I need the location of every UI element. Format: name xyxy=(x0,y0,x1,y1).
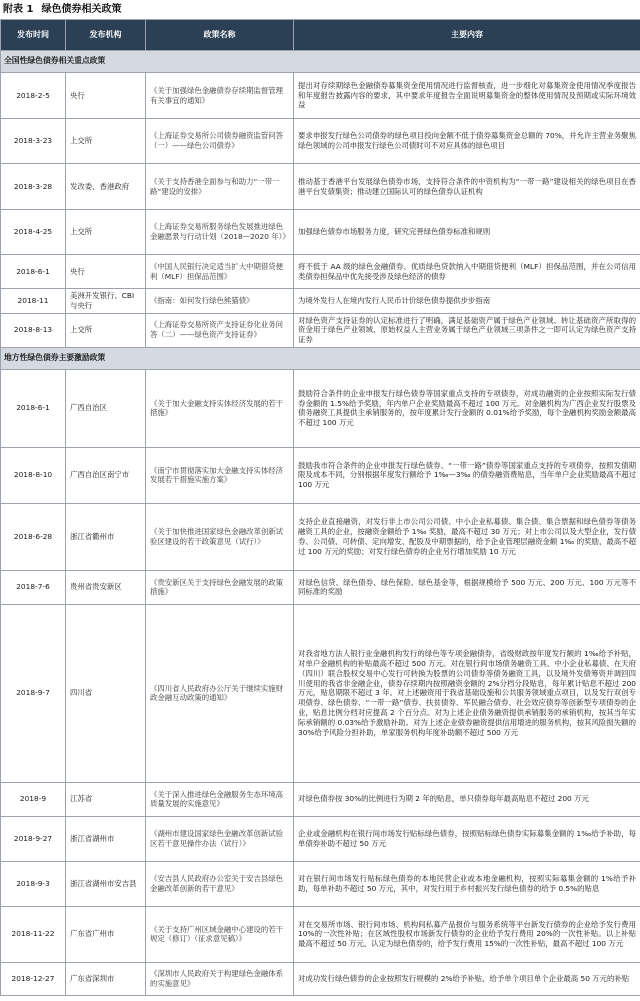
table-title: 绿色债券相关政策 xyxy=(41,4,122,15)
table-body xyxy=(1,51,640,996)
org-cell: 广东省深圳市 xyxy=(66,962,146,995)
table-header xyxy=(1,20,640,51)
header-policy: 政策名称 xyxy=(146,20,294,51)
date-cell: 2018-11 xyxy=(1,289,66,314)
table-row xyxy=(1,255,640,289)
content-cell: 为境外发行人在境内发行人民币计价绿色债券提供步步指南 xyxy=(294,289,640,314)
content-cell: 提出对存续期绿色金融债券募集资金使用情况进行监督核查，进一步细化对募集资金使用情况季度报告和年度报告披露内容的要求，其中要求年度报告全面说明募集资金的整体使用情况及预期或实际环境效益 xyxy=(294,73,640,119)
org-cell: 央行 xyxy=(66,255,146,289)
policy-cell: 《关于深入推进绿色金融服务生态环境高质量发展的实施意见》 xyxy=(146,782,294,816)
table-row xyxy=(1,570,640,604)
policy-cell: 《关于支持广州区域金融中心建设的若干规定（修订）（征求意见稿）》 xyxy=(146,906,294,962)
policy-cell: 《湖州市建设国家绿色金融改革创新试验区若干意见操作办法（试行）》 xyxy=(146,816,294,861)
org-cell: 广东省广州市 xyxy=(66,906,146,962)
policy-cell: 《关于加快推进国家绿色金融改革创新试验区建设的若干政策意见（试行）》 xyxy=(146,503,294,570)
table-row xyxy=(1,119,640,164)
policy-cell: 《中国人民银行决定适当扩大中期借贷便利（MLF）担保品范围》 xyxy=(146,255,294,289)
policy-cell: 《关于加强绿色金融债券存续期监督管理有关事宜的通知》 xyxy=(146,73,294,119)
org-cell: 贵州省贵安新区 xyxy=(66,570,146,604)
date-cell: 2018-2-5 xyxy=(1,73,66,119)
content-cell: 对成功发行绿色债券的企业按照发行规模的 2%给予补贴，给予单个项目单个企业最高 50 万元的补贴 xyxy=(294,962,640,995)
table-row xyxy=(1,369,640,447)
content-cell: 推动基于香港平台发展绿色债券市场，支持符合条件的中资机构为“一带一路”建设相关的绿色项目在香港平台发债集资；推动建立国际认可的绿色债券认证机构 xyxy=(294,164,640,210)
date-cell: 2018-8-13 xyxy=(1,313,66,347)
content-cell: 鼓励符合条件的企业申报发行绿色债券等国家重点支持的专项债券，对成功融资的企业按照实际发行债券金额的 1.5%给予奖励，年内单户企业奖励最高不超过 100 万元。对金融机构为广西企业发行股票及债务融资工具提供主承销服务的，按年度累计发行金额的 0.01%给予奖励，每个金融机构奖励金额最高不超过 100 万元 xyxy=(294,369,640,447)
date-cell: 2018-9-7 xyxy=(1,604,66,782)
table-row xyxy=(1,861,640,906)
header-date: 发布时间 xyxy=(1,20,66,51)
table-row xyxy=(1,447,640,503)
org-cell: 上交所 xyxy=(66,119,146,164)
org-cell: 四川省 xyxy=(66,604,146,782)
header-org: 发布机构 xyxy=(66,20,146,51)
content-cell: 加强绿色债券市场服务力度，研究完善绿色债券标准和规则 xyxy=(294,210,640,255)
table-row xyxy=(1,503,640,570)
table-row xyxy=(1,164,640,210)
content-cell: 将不低于 AA 级的绿色金融债券、优质绿色贷款纳入中期借贷便利（MLF）担保品范围，并在公司信用类债券担保品中优先接受涉及绿色经济的债券 xyxy=(294,255,640,289)
table-row xyxy=(1,73,640,119)
content-cell: 对在银行间市场发行贴标绿色债券的本地民营企业或本地金融机构，按照实际募集金额的 1%给予补助，每单补助不超过 50 万元，其中，对发行用于乡村振兴发行绿色债券的给予 0.5%的贴息 xyxy=(294,861,640,906)
content-cell: 要求申报发行绿色公司债券的绿色项目投向金额不低于债券募集资金总额的 70%，并允许主营业务聚焦绿色领域的公司申报发行绿色公司债时可不对应具体的绿色项目 xyxy=(294,119,640,164)
section-row xyxy=(1,51,640,73)
policy-cell: 《上海证券交易所公司债券融资监管问答（一）——绿色公司债券》 xyxy=(146,119,294,164)
table-row xyxy=(1,604,640,782)
policy-cell: 《贵安新区关于支持绿色金融发展的政策措施》 xyxy=(146,570,294,604)
date-cell: 2018-11-22 xyxy=(1,906,66,962)
policy-cell: 《关于支持香港全面参与和助力“一带一路”建设的安排》 xyxy=(146,164,294,210)
content-cell: 支持企业直接融资，对发行非上市公司公司债、中小企业私募债、集合债、集合票据和绿色债券等债务融资工具的企业，按融资金额给予 1‰ 奖励，最高不超过 30 万元；对上市公司以及大型企业，发行债券、公司债、可转债、定向增发、配股及中期票据的，给予企业管理层融资金额 1‰ 的奖励，最高不超过 100 万元的奖励；对发行绿色债券的企业另行增加奖励 10 万元 xyxy=(294,503,640,570)
policy-cell: 《深圳市人民政府关于构建绿色金融体系的实施意见》 xyxy=(146,962,294,995)
table-row xyxy=(1,816,640,861)
org-cell: 广西自治区 xyxy=(66,369,146,447)
org-cell: 上交所 xyxy=(66,313,146,347)
date-cell: 2018-4-25 xyxy=(1,210,66,255)
table-row xyxy=(1,906,640,962)
policy-cell: 《关于加大金融支持实体经济发展的若干措施》 xyxy=(146,369,294,447)
table-row xyxy=(1,782,640,816)
table-row xyxy=(1,313,640,347)
policy-cell: 《四川省人民政府办公厅关于继续实施财政金融互动政策的通知》 xyxy=(146,604,294,782)
table-row xyxy=(1,289,640,314)
content-cell: 对绿色信贷、绿色债券、绿色保险、绿色基金等，根据规模给予 500 万元、200 万元、100 万元等不同标准的奖励 xyxy=(294,570,640,604)
content-cell: 对绿色资产支持证券的认定标准进行了明确，满足基础资产属于绿色产业领域、转让基础资产所取得的资金用于绿色产业领域、原始权益人主营业务属于绿色产业领域三项条件之一即可认定为绿色资产支持证券 xyxy=(294,313,640,347)
content-cell: 对在交易所市场、银行间市场、机构间私募产品报价与服务系统等平台新发行债券的企业给予发行费用 10%的一次性补贴；在区域性股权市场新发行债券的企业给予发行费用 20%的一次性补贴。以上补贴最高不超过 50 万元，认定为绿色债券的，给予发行费用 15%的一次性补贴，最高不超过 100 万元 xyxy=(294,906,640,962)
policy-cell: 《上海证券交易所资产支持证券化业务问答（二）——绿色资产支持证券》 xyxy=(146,313,294,347)
header-content: 主要内容 xyxy=(294,20,640,51)
table-row xyxy=(1,962,640,995)
org-cell: 浙江省湖州市安吉县 xyxy=(66,861,146,906)
content-cell: 企业或金融机构在银行间市场发行贴标绿色债券，按照贴标绿色债券实际募集金额的 1‰给予补助，每单债券补助不超过 50 万元 xyxy=(294,816,640,861)
policy-cell: 《南宁市贯彻落实加大金融支持实体经济发展若干措施实施方案》 xyxy=(146,447,294,503)
policy-table xyxy=(0,19,640,996)
org-cell: 美洲开发银行、CBI 与央行 xyxy=(66,289,146,314)
policy-cell: 《安吉县人民政府办公室关于安吉县绿色金融改革创新的若干意见》 xyxy=(146,861,294,906)
date-cell: 2018-8-10 xyxy=(1,447,66,503)
org-cell: 江苏省 xyxy=(66,782,146,816)
section-row xyxy=(1,347,640,369)
table-caption xyxy=(0,0,640,19)
org-cell: 央行 xyxy=(66,73,146,119)
section-title: 地方性绿色债券主要激励政策 xyxy=(1,347,640,369)
org-cell: 广西自治区南宁市 xyxy=(66,447,146,503)
org-cell: 上交所 xyxy=(66,210,146,255)
content-cell: 对绿色债券按 30%的比例进行为期 2 年的贴息，单只债券每年最高贴息不超过 200 万元 xyxy=(294,782,640,816)
org-cell: 浙江省衢州市 xyxy=(66,503,146,570)
org-cell: 发改委、香港政府 xyxy=(66,164,146,210)
policy-cell: 《指南：如何发行绿色熊猫债》 xyxy=(146,289,294,314)
date-cell: 2018-7-6 xyxy=(1,570,66,604)
date-cell: 2018-6-28 xyxy=(1,503,66,570)
date-cell: 2018-6-1 xyxy=(1,255,66,289)
date-cell: 2018-12-27 xyxy=(1,962,66,995)
date-cell: 2018-3-28 xyxy=(1,164,66,210)
date-cell: 2018-3-23 xyxy=(1,119,66,164)
org-cell: 浙江省湖州市 xyxy=(66,816,146,861)
content-cell: 对我省地方法人银行业金融机构发行的绿色等专项金融债券，省级财政按年度发行额的 1‰给予补贴，对单户金融机构的补贴最高不超过 500 万元。对在银行间市场债务融资工具、中小企业私募债、在天府（四川）联合股权交易中心发行可转换为股票的公司债券等债务融资工具，以及境外发债筹资并调回四川使用的我省非金融企业，债券存续期内按照融资金额的 2%分档分段贴息，每年累计贴息不超过 200 万元，贴息期限不超过 3 年。对上述融资用于我省基础设施和公共服务领域重点项目，以及发行双创专项债券、绿色债券、“一带一路”债券、扶贫债券、军民融合债券、社会效应债券等创新型专项债券的企业，贴息比例分档对应提高 2 个百分点。对为上述企业债务融资提供承销服务的承销机构，按其当年实际承销额的 0.03%给予激励补助。对为上述企业债券融资提供信用增进的服务机构，按其风险损失额的 30%给予风险分担补助，单家服务机构年度补助额不超过 500 万元 xyxy=(294,604,640,782)
date-cell: 2018-9 xyxy=(1,782,66,816)
policy-cell: 《上海证券交易所服务绿色发展推进绿色金融愿景与行动计划（2018—2020 年）》 xyxy=(146,210,294,255)
date-cell: 2018-9-27 xyxy=(1,816,66,861)
table-number: 附表 1 xyxy=(3,4,34,15)
date-cell: 2018-9-3 xyxy=(1,861,66,906)
table-row xyxy=(1,210,640,255)
section-title: 全国性绿色债券相关重点政策 xyxy=(1,51,640,73)
content-cell: 鼓励我市符合条件的企业申报发行绿色债券、“一带一路”债券等国家重点支持的专项债券，按照发债期限及成本不同，分别根据年度发行额给予 1‰—3‰ 的债券融资费贴息，当年单户企业奖励最高不超过 100 万元 xyxy=(294,447,640,503)
date-cell: 2018-6-1 xyxy=(1,369,66,447)
